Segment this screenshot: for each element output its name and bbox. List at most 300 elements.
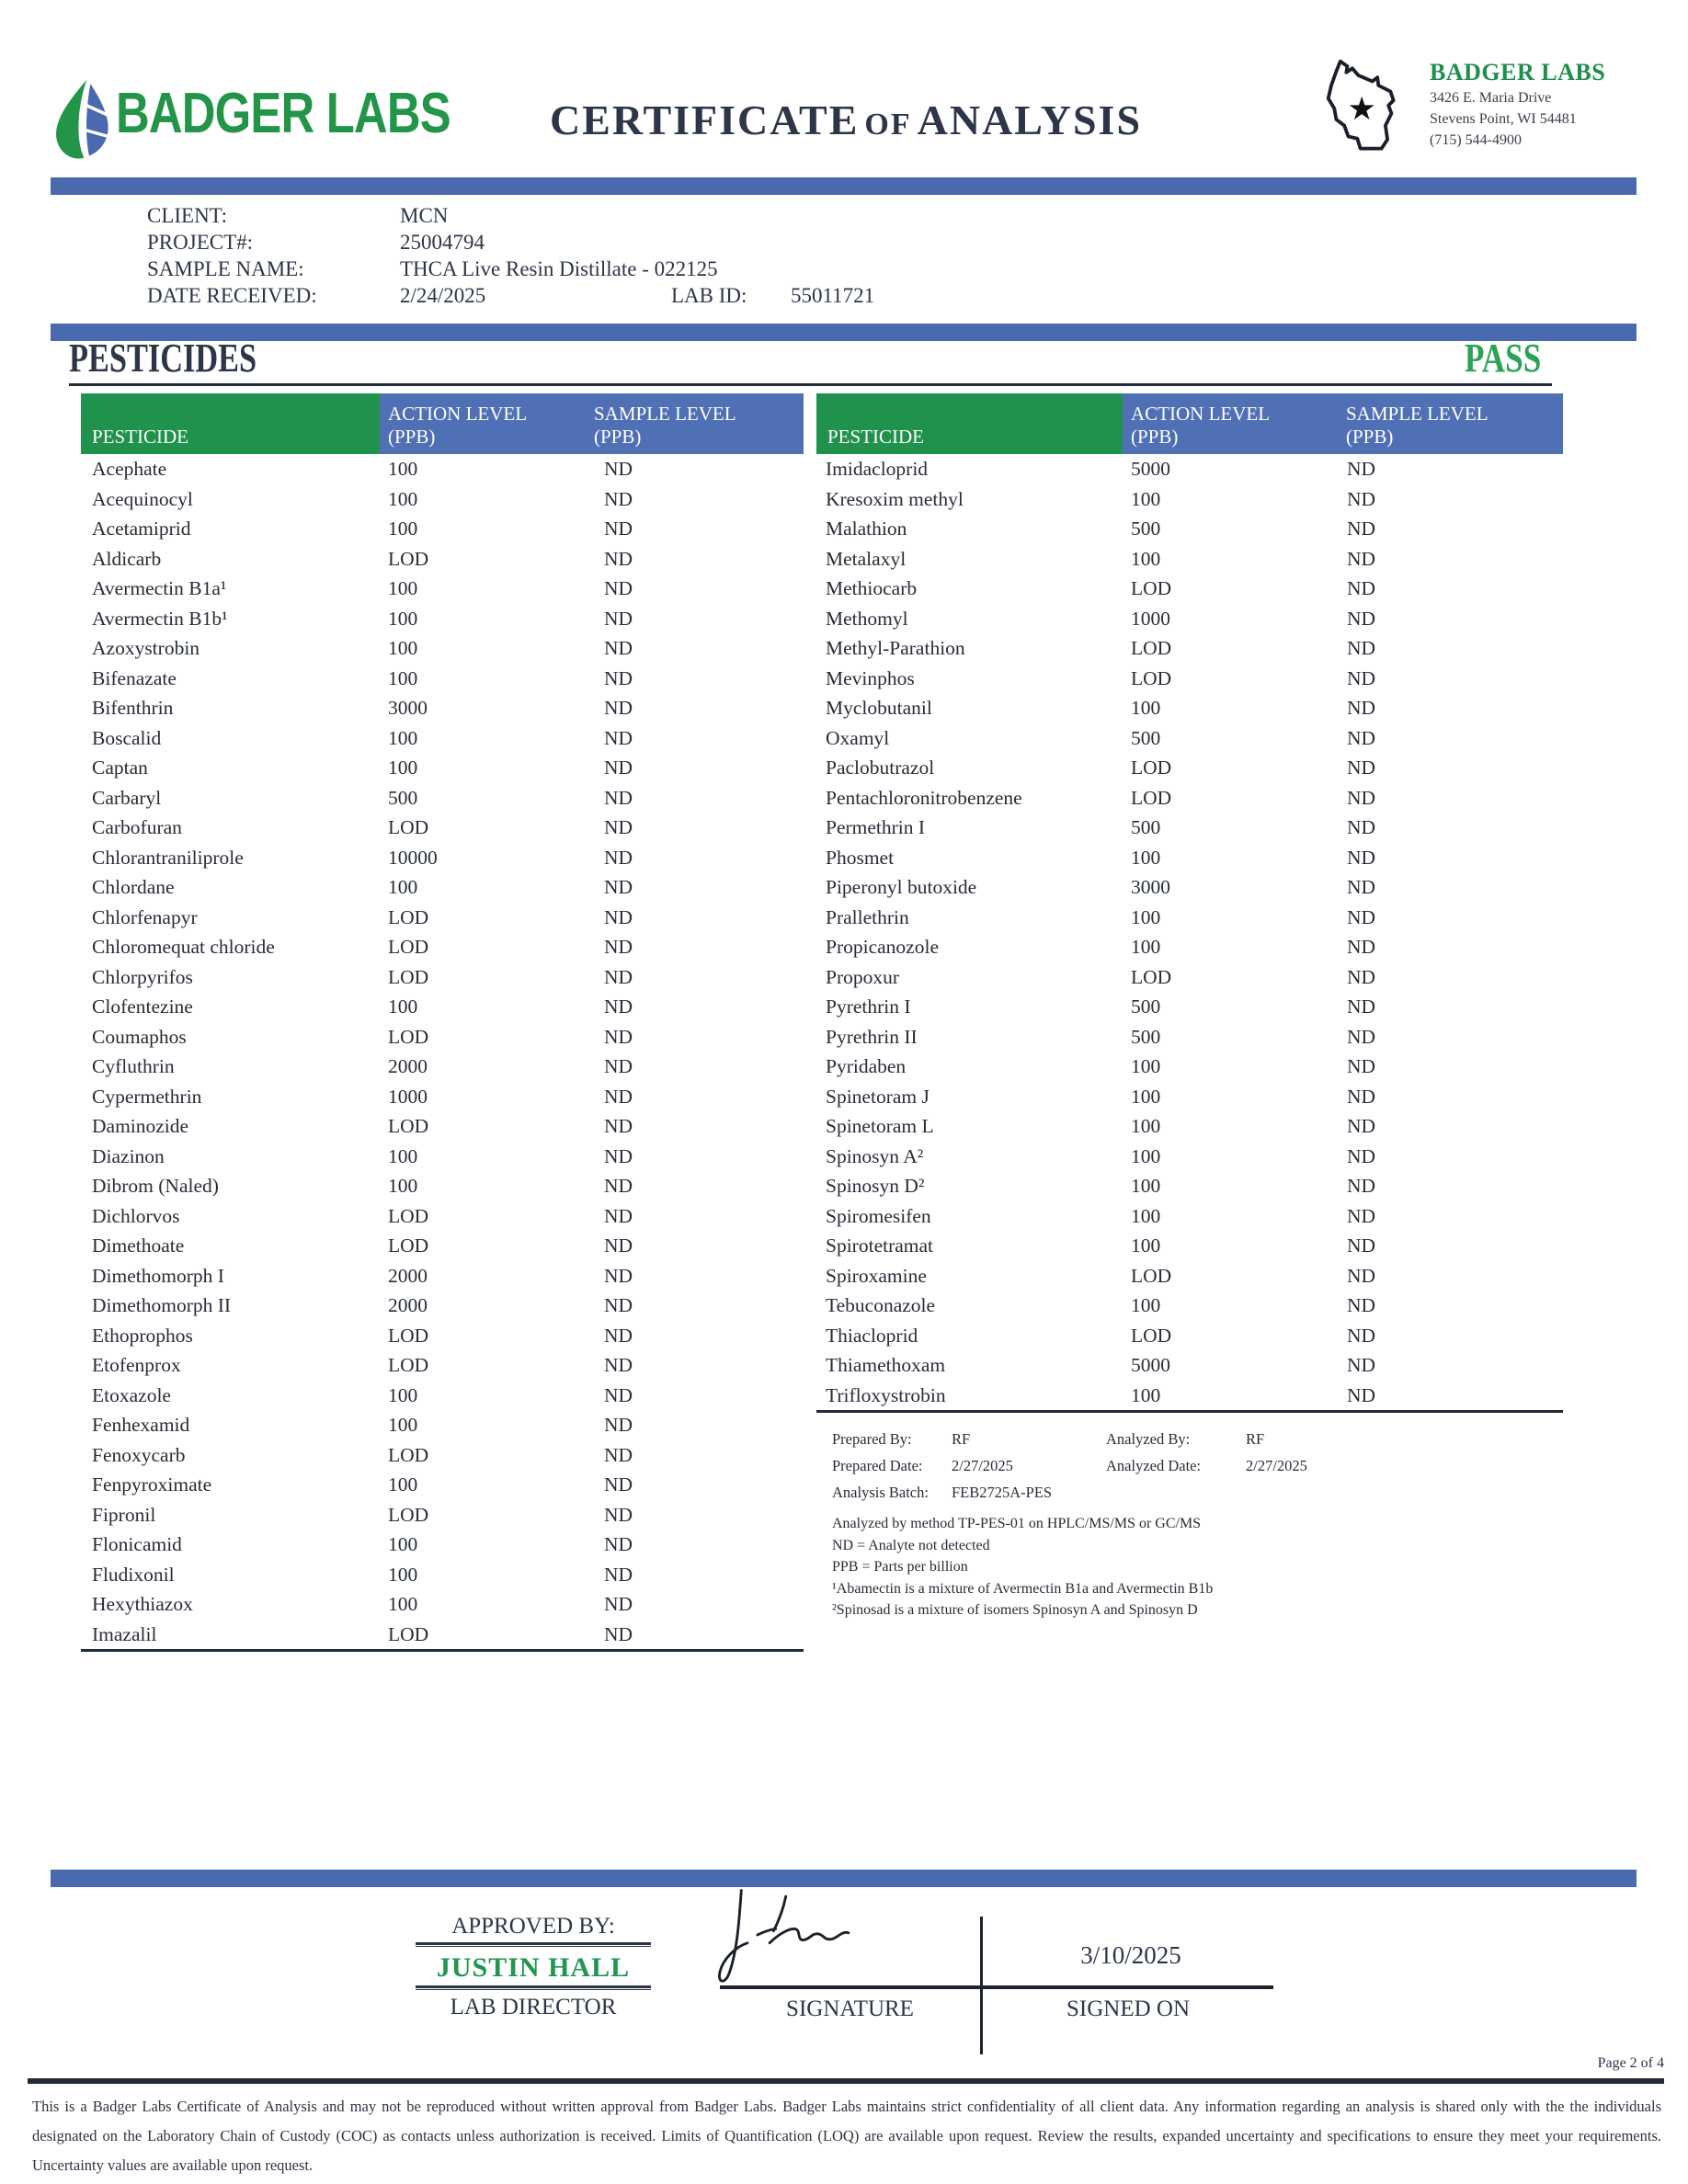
pesticide-name: Bifenthrin <box>92 697 174 719</box>
action-level-value: 100 <box>1131 1085 1161 1108</box>
action-level-value: 100 <box>1131 905 1161 928</box>
action-level-value: 100 <box>388 756 418 779</box>
action-level-value: 10000 <box>388 846 438 869</box>
sample-level-value: ND <box>604 726 633 749</box>
sample-level-value: ND <box>1347 577 1376 599</box>
sample-level-value: ND <box>604 1264 633 1287</box>
action-level-value: 100 <box>388 1563 418 1586</box>
table-row <box>816 544 1563 574</box>
sample-level-value: ND <box>604 1294 633 1316</box>
table-row <box>81 484 804 515</box>
action-level-value: 100 <box>1131 1115 1161 1137</box>
table-row <box>81 574 804 604</box>
action-level-value: LOD <box>388 905 429 928</box>
pesticide-name: Captan <box>92 756 148 779</box>
method-note-line: ND = Analyte not detected <box>832 1537 990 1553</box>
sample-level-value: ND <box>604 1443 633 1466</box>
pesticide-name: Methomyl <box>826 607 908 630</box>
action-level-value: 100 <box>388 1144 418 1167</box>
action-level-value: LOD <box>1131 786 1172 809</box>
table-row <box>816 633 1563 664</box>
sample-level-value: ND <box>1347 965 1376 988</box>
sample-level-value: ND <box>604 1503 633 1526</box>
sample-level-value: ND <box>1347 697 1376 719</box>
pesticide-name: Aldicarb <box>92 547 162 570</box>
pesticide-name: Chloromequat chloride <box>92 936 275 958</box>
pesticide-name: Spinosyn D² <box>826 1175 925 1197</box>
sample-level-value: ND <box>604 1204 633 1227</box>
sample-level-value: ND <box>1347 1294 1376 1316</box>
lab-address-line2: Stevens Point, WI 54481 <box>1430 111 1577 127</box>
table-row <box>81 664 804 694</box>
action-level-value: LOD <box>388 1234 429 1257</box>
pesticide-name: Chlorpyrifos <box>92 965 193 988</box>
action-level-value: 2000 <box>388 1055 428 1077</box>
pesticide-name: Propoxur <box>826 965 900 988</box>
action-level-value: 500 <box>1131 1025 1161 1048</box>
lab-name: BADGER LABS <box>1430 59 1606 85</box>
table-row <box>81 1291 804 1321</box>
sample-level-value: ND <box>604 1115 633 1137</box>
table-row <box>81 1350 804 1381</box>
table-row <box>816 932 1563 962</box>
action-level-value: LOD <box>388 1025 429 1048</box>
action-level-value: 100 <box>388 666 418 689</box>
table-row <box>816 604 1563 634</box>
method-note-line: Analyzed by method TP-PES-01 on HPLC/MS/MS or GC/MS <box>832 1516 1202 1531</box>
project-label: PROJECT#: <box>147 231 254 254</box>
sample-level-value: ND <box>604 487 633 510</box>
table-row <box>816 1082 1563 1112</box>
pesticide-column-header: PESTICIDE <box>81 393 380 454</box>
method-note-line: ¹Abamectin is a mixture of Avermectin B1a and Avermectin B1b <box>832 1580 1214 1597</box>
sample-level-value: ND <box>1347 726 1376 749</box>
action-level-value: 100 <box>388 577 418 599</box>
table-row <box>81 1470 804 1500</box>
pesticide-name: Dimethomorph I <box>92 1264 224 1287</box>
sample-level-value: ND <box>1347 1324 1376 1347</box>
sample-level-value: ND <box>604 1563 633 1586</box>
table-row <box>816 484 1563 515</box>
sample-level-value: ND <box>604 816 633 838</box>
table-row <box>81 1261 804 1291</box>
table-row <box>81 1530 804 1560</box>
action-level-value: 100 <box>388 607 418 630</box>
pesticides-table-left <box>81 393 804 1652</box>
divider-bar-section <box>51 324 1637 341</box>
pesticide-name: Phosmet <box>826 846 895 869</box>
table-row <box>81 723 804 754</box>
sample-info-block <box>147 202 1158 309</box>
sample-level-value: ND <box>604 1324 633 1347</box>
action-level-value: 100 <box>1131 1055 1161 1077</box>
table-row <box>816 992 1563 1022</box>
pesticide-name: Avermectin B1b¹ <box>92 607 228 630</box>
pesticide-name: Coumaphos <box>92 1025 187 1048</box>
table-row <box>81 1321 804 1351</box>
sample-level-value: ND <box>604 1144 633 1167</box>
lab-id-label: LAB ID: <box>671 284 747 307</box>
table-row <box>816 664 1563 694</box>
lab-phone: (715) 544-4900 <box>1430 132 1522 148</box>
pesticide-name: Acetamiprid <box>92 518 191 540</box>
action-level-value: LOD <box>388 1622 429 1645</box>
pesticide-name: Spiromesifen <box>826 1204 931 1227</box>
client-value: MCN <box>400 204 449 227</box>
table-row <box>816 1111 1563 1142</box>
table-row <box>816 1142 1563 1172</box>
pesticide-name: Flonicamid <box>92 1533 182 1555</box>
approver-title: LAB DIRECTOR <box>450 1995 617 2019</box>
lab-address-line1: 3426 E. Maria Drive <box>1430 90 1552 106</box>
prepared-by-value: RF <box>952 1430 971 1448</box>
action-level-value: 100 <box>1131 1204 1161 1227</box>
action-level-value: 100 <box>388 1533 418 1555</box>
pesticide-name: Cypermethrin <box>92 1085 202 1108</box>
analyzed-by-label: Analyzed By: <box>1106 1430 1191 1448</box>
pesticide-name: Dichlorvos <box>92 1204 180 1227</box>
pesticide-name: Dimethomorph II <box>92 1294 232 1316</box>
project-value: 25004794 <box>400 231 485 254</box>
sample-level-value: ND <box>1347 607 1376 630</box>
pesticide-name: Pyrethrin II <box>826 1025 918 1048</box>
table-header-right <box>816 393 1563 454</box>
sample-level-value: ND <box>604 936 633 958</box>
pesticide-name: Dibrom (Naled) <box>92 1175 219 1197</box>
action-level-value: 500 <box>1131 726 1161 749</box>
pesticide-name: Chlorantraniliprole <box>92 846 244 869</box>
approver-name: JUSTIN HALL <box>436 1952 631 1983</box>
prepared-date-label: Prepared Date: <box>832 1457 923 1474</box>
sample-level-value: ND <box>604 1175 633 1197</box>
analysis-batch-value: FEB2725A-PES <box>952 1484 1053 1501</box>
table-row <box>81 962 804 993</box>
pass-status-badge: PASS <box>1464 336 1541 381</box>
pesticide-name: Pyridaben <box>826 1055 907 1077</box>
table-row <box>81 544 804 574</box>
table-body-right <box>816 454 1563 1413</box>
action-level-value: 100 <box>388 726 418 749</box>
sample-level-value: ND <box>604 666 633 689</box>
action-level-value: LOD <box>388 816 429 838</box>
method-note-line: ²Spinosad is a mixture of isomers Spinosyn A and Spinosyn D <box>832 1602 1198 1618</box>
approved-by-label: APPROVED BY: <box>451 1914 615 1939</box>
sample-level-value: ND <box>604 1234 633 1257</box>
table-row <box>816 1291 1563 1321</box>
pesticide-name: Fipronil <box>92 1503 156 1526</box>
table-row <box>81 1620 804 1650</box>
sample-level-value: ND <box>604 756 633 779</box>
sample-level-value: ND <box>604 1025 633 1048</box>
table-row <box>81 1381 804 1411</box>
action-level-value: 1000 <box>1131 607 1170 630</box>
pesticide-name: Fludixonil <box>92 1563 175 1586</box>
sample-level-value: ND <box>604 518 633 540</box>
action-level-value: LOD <box>1131 577 1172 599</box>
action-level-value: LOD <box>388 1503 429 1526</box>
sample-level-value: ND <box>1347 1383 1376 1406</box>
sample-level-value: ND <box>1347 1204 1376 1227</box>
pesticide-name: Etoxazole <box>92 1383 171 1406</box>
pesticide-name: Fenpyroximate <box>92 1473 212 1496</box>
table-row <box>81 903 804 933</box>
pesticide-name: Carbofuran <box>92 816 182 838</box>
pesticide-name: Daminozide <box>92 1115 189 1137</box>
star-icon: ★ <box>1347 91 1376 127</box>
sample-level-value: ND <box>1347 905 1376 928</box>
table-row <box>816 723 1563 754</box>
page-number: Page 2 of 4 <box>1597 2055 1664 2071</box>
sample-level-value: ND <box>1347 1115 1376 1137</box>
table-row <box>816 1201 1563 1232</box>
table-row <box>81 1171 804 1201</box>
signature-icon <box>706 1884 872 1985</box>
pesticide-name: Methyl-Parathion <box>826 637 965 659</box>
pesticide-name: Pentachloronitrobenzene <box>826 786 1022 809</box>
sample-level-value: ND <box>604 876 633 898</box>
table-row <box>81 813 804 843</box>
page-title <box>441 96 1250 144</box>
sample-level-value: ND <box>604 1593 633 1615</box>
pesticide-name: Etofenprox <box>92 1354 181 1376</box>
sample-level-value: ND <box>1347 1354 1376 1376</box>
action-level-value: LOD <box>1131 1324 1172 1347</box>
lab-id-value: 55011721 <box>791 284 875 307</box>
pesticide-column-header: PESTICIDE <box>816 393 1123 454</box>
sample-level-value: ND <box>604 965 633 988</box>
approver-name-rule <box>416 1985 651 1990</box>
action-level-value: LOD <box>388 1204 429 1227</box>
pesticide-name: Acequinocyl <box>92 487 193 510</box>
action-level-value: 100 <box>1131 487 1161 510</box>
table-row <box>81 1560 804 1590</box>
sample-level-value: ND <box>604 577 633 599</box>
table-row <box>81 1500 804 1530</box>
action-level-column-header: ACTION LEVEL (PPB) <box>1123 393 1338 454</box>
pesticide-name: Spinetoram L <box>826 1115 934 1137</box>
table-row <box>81 1052 804 1082</box>
table-row <box>816 1231 1563 1261</box>
sample-level-value: ND <box>1347 995 1376 1018</box>
pesticides-tables <box>81 393 1566 1652</box>
date-received-row <box>147 282 1158 309</box>
analyzed-date-value: 2/27/2025 <box>1246 1457 1307 1474</box>
sample-level-value: ND <box>1347 547 1376 570</box>
section-title: PESTICIDES <box>69 336 257 381</box>
sample-level-value: ND <box>1347 458 1376 480</box>
client-row <box>147 202 1158 229</box>
action-level-value: 500 <box>388 786 418 809</box>
pesticide-name: Spirotetramat <box>826 1234 934 1257</box>
table-row <box>816 693 1563 723</box>
action-level-value: LOD <box>1131 637 1172 659</box>
action-level-value: 100 <box>1131 1175 1161 1197</box>
pesticide-name: Fenoxycarb <box>92 1443 186 1466</box>
sample-level-value: ND <box>1347 1234 1376 1257</box>
sample-level-value: ND <box>604 697 633 719</box>
sample-level-value: ND <box>1347 1055 1376 1077</box>
table-row <box>816 1381 1563 1411</box>
table-row <box>81 932 804 962</box>
signature-line <box>720 1985 1273 1989</box>
action-level-value: 100 <box>388 1593 418 1615</box>
pesticide-name: Hexythiazox <box>92 1593 193 1615</box>
action-level-value: 100 <box>388 637 418 659</box>
signature-date-divider <box>980 1917 983 2054</box>
pesticides-table-right <box>816 393 1563 1621</box>
approved-by-rule <box>416 1942 651 1947</box>
table-row <box>816 903 1563 933</box>
action-level-value: 500 <box>1131 816 1161 838</box>
table-row <box>81 1082 804 1112</box>
pesticide-name: Carbaryl <box>92 786 162 809</box>
pesticide-name: Thiamethoxam <box>826 1354 946 1376</box>
table-row <box>816 1022 1563 1052</box>
action-level-value: 2000 <box>388 1294 428 1316</box>
pesticide-name: Metalaxyl <box>826 547 907 570</box>
action-level-value: 100 <box>1131 1383 1161 1406</box>
action-level-value: 100 <box>388 876 418 898</box>
table-row <box>81 1142 804 1172</box>
sample-level-value: ND <box>604 1533 633 1555</box>
table-row <box>81 1410 804 1440</box>
action-level-value: 500 <box>1131 518 1161 540</box>
table-row <box>816 783 1563 813</box>
pesticide-name: Imidacloprid <box>826 458 929 480</box>
pesticide-name: Avermectin B1a¹ <box>92 577 227 599</box>
footer-rule <box>28 2078 1664 2084</box>
table-row <box>816 962 1563 993</box>
pesticide-name: Thiacloprid <box>826 1324 918 1347</box>
table-row <box>816 1171 1563 1201</box>
action-level-value: 100 <box>1131 846 1161 869</box>
analyzed-date-label: Analyzed Date: <box>1106 1457 1202 1474</box>
analysis-batch-label: Analysis Batch: <box>832 1484 929 1501</box>
sample-level-value: ND <box>604 547 633 570</box>
table-row <box>816 1321 1563 1351</box>
sample-level-value: ND <box>604 1414 633 1436</box>
pesticide-name: Mevinphos <box>826 666 915 689</box>
sample-level-value: ND <box>1347 786 1376 809</box>
action-level-value: 5000 <box>1131 1354 1170 1376</box>
pesticide-name: Chlordane <box>92 876 175 898</box>
sample-level-value: ND <box>1347 1264 1376 1287</box>
table-row <box>816 843 1563 873</box>
sample-name-row <box>147 256 1158 282</box>
sample-level-value: ND <box>604 1085 633 1108</box>
action-level-value: 100 <box>388 1473 418 1496</box>
pesticide-name: Malathion <box>826 518 907 540</box>
pesticide-name: Diazinon <box>92 1144 165 1167</box>
sample-level-value: ND <box>1347 846 1376 869</box>
project-row <box>147 229 1158 256</box>
table-row <box>81 843 804 873</box>
pesticide-name: Azoxystrobin <box>92 637 200 659</box>
action-level-value: 100 <box>388 518 418 540</box>
action-level-value: 5000 <box>1131 458 1170 480</box>
sample-level-value: ND <box>604 607 633 630</box>
action-level-value: LOD <box>388 965 429 988</box>
date-received-value: 2/24/2025 <box>400 284 486 307</box>
action-level-value: LOD <box>388 936 429 958</box>
sample-level-value: ND <box>1347 1175 1376 1197</box>
action-level-value: 100 <box>1131 547 1161 570</box>
table-row <box>81 783 804 813</box>
table-row <box>81 1111 804 1142</box>
sample-level-value: ND <box>1347 1085 1376 1108</box>
pesticide-name: Oxamyl <box>826 726 890 749</box>
disclaimer-text: This is a Badger Labs Certificate of Analysis and may not be reproduced without written approval from Badger Labs. Badger Labs maintains strict confidentiality of all client data. Any information regarding an analysis is shared only with the the individuals designated on the Laboratory Chain of Custody (COC) as contacts unless authorization is received. Limits of Quantification (LOQ) are available upon request. Review the results, expanded uncertainty and specifications to ensure they meet your requirements. Uncertainty values are available upon request. <box>32 2098 1661 2174</box>
table-row <box>81 604 804 634</box>
action-level-value: 3000 <box>388 697 428 719</box>
sample-name-label: SAMPLE NAME: <box>147 257 304 280</box>
table-body-left <box>81 454 804 1652</box>
table-row <box>81 1022 804 1052</box>
sample-level-column-header: SAMPLE LEVEL (PPB) <box>586 393 804 454</box>
sample-level-value: ND <box>604 637 633 659</box>
action-level-value: LOD <box>388 1115 429 1137</box>
signed-on-date: 3/10/2025 <box>1080 1941 1181 1969</box>
action-level-value: LOD <box>1131 965 1172 988</box>
table-header-left <box>81 393 804 454</box>
pesticide-name: Kresoxim methyl <box>826 487 964 510</box>
method-notes <box>832 1513 1347 1621</box>
sample-level-value: ND <box>1347 1025 1376 1048</box>
pesticide-name: Fenhexamid <box>92 1414 190 1436</box>
pesticide-name: Propicanozole <box>826 936 939 958</box>
sample-level-value: ND <box>604 786 633 809</box>
pesticide-name: Cyfluthrin <box>92 1055 175 1077</box>
sample-level-value: ND <box>1347 637 1376 659</box>
pesticide-name: Spinetoram J <box>826 1085 930 1108</box>
action-level-value: LOD <box>388 1324 429 1347</box>
sample-level-value: ND <box>1347 936 1376 958</box>
sample-level-value: ND <box>604 905 633 928</box>
sample-level-value: ND <box>604 1354 633 1376</box>
table-row <box>816 1261 1563 1291</box>
action-level-value: 100 <box>388 487 418 510</box>
prepared-date-value: 2/27/2025 <box>952 1457 1013 1474</box>
sample-level-value: ND <box>1347 1144 1376 1167</box>
action-level-value: 100 <box>388 458 418 480</box>
divider-bar-top <box>51 177 1637 195</box>
table-row <box>81 1201 804 1232</box>
badger-labs-leaf-logo-icon <box>51 75 115 165</box>
pesticide-name: Dimethoate <box>92 1234 185 1257</box>
title-of: OF <box>864 108 912 142</box>
table-row <box>81 872 804 903</box>
action-level-value: LOD <box>388 1443 429 1466</box>
table-row <box>81 693 804 723</box>
action-level-value: 1000 <box>388 1085 428 1108</box>
date-received-label: DATE RECEIVED: <box>147 284 317 307</box>
table-row <box>816 753 1563 783</box>
table-row <box>816 813 1563 843</box>
sample-level-value: ND <box>1347 518 1376 540</box>
pesticide-name: Ethoprophos <box>92 1324 193 1347</box>
table-row <box>816 514 1563 544</box>
pesticide-name: Piperonyl butoxide <box>826 876 977 898</box>
title-analysis: ANALYSIS <box>917 97 1143 143</box>
sample-level-value: ND <box>1347 876 1376 898</box>
action-level-value: LOD <box>388 547 429 570</box>
action-level-value: 100 <box>1131 1234 1161 1257</box>
table-row <box>81 1589 804 1620</box>
table-row <box>81 1231 804 1261</box>
table-row <box>81 1440 804 1471</box>
action-level-value: 2000 <box>388 1264 428 1287</box>
pesticide-name: Clofentezine <box>92 995 193 1018</box>
